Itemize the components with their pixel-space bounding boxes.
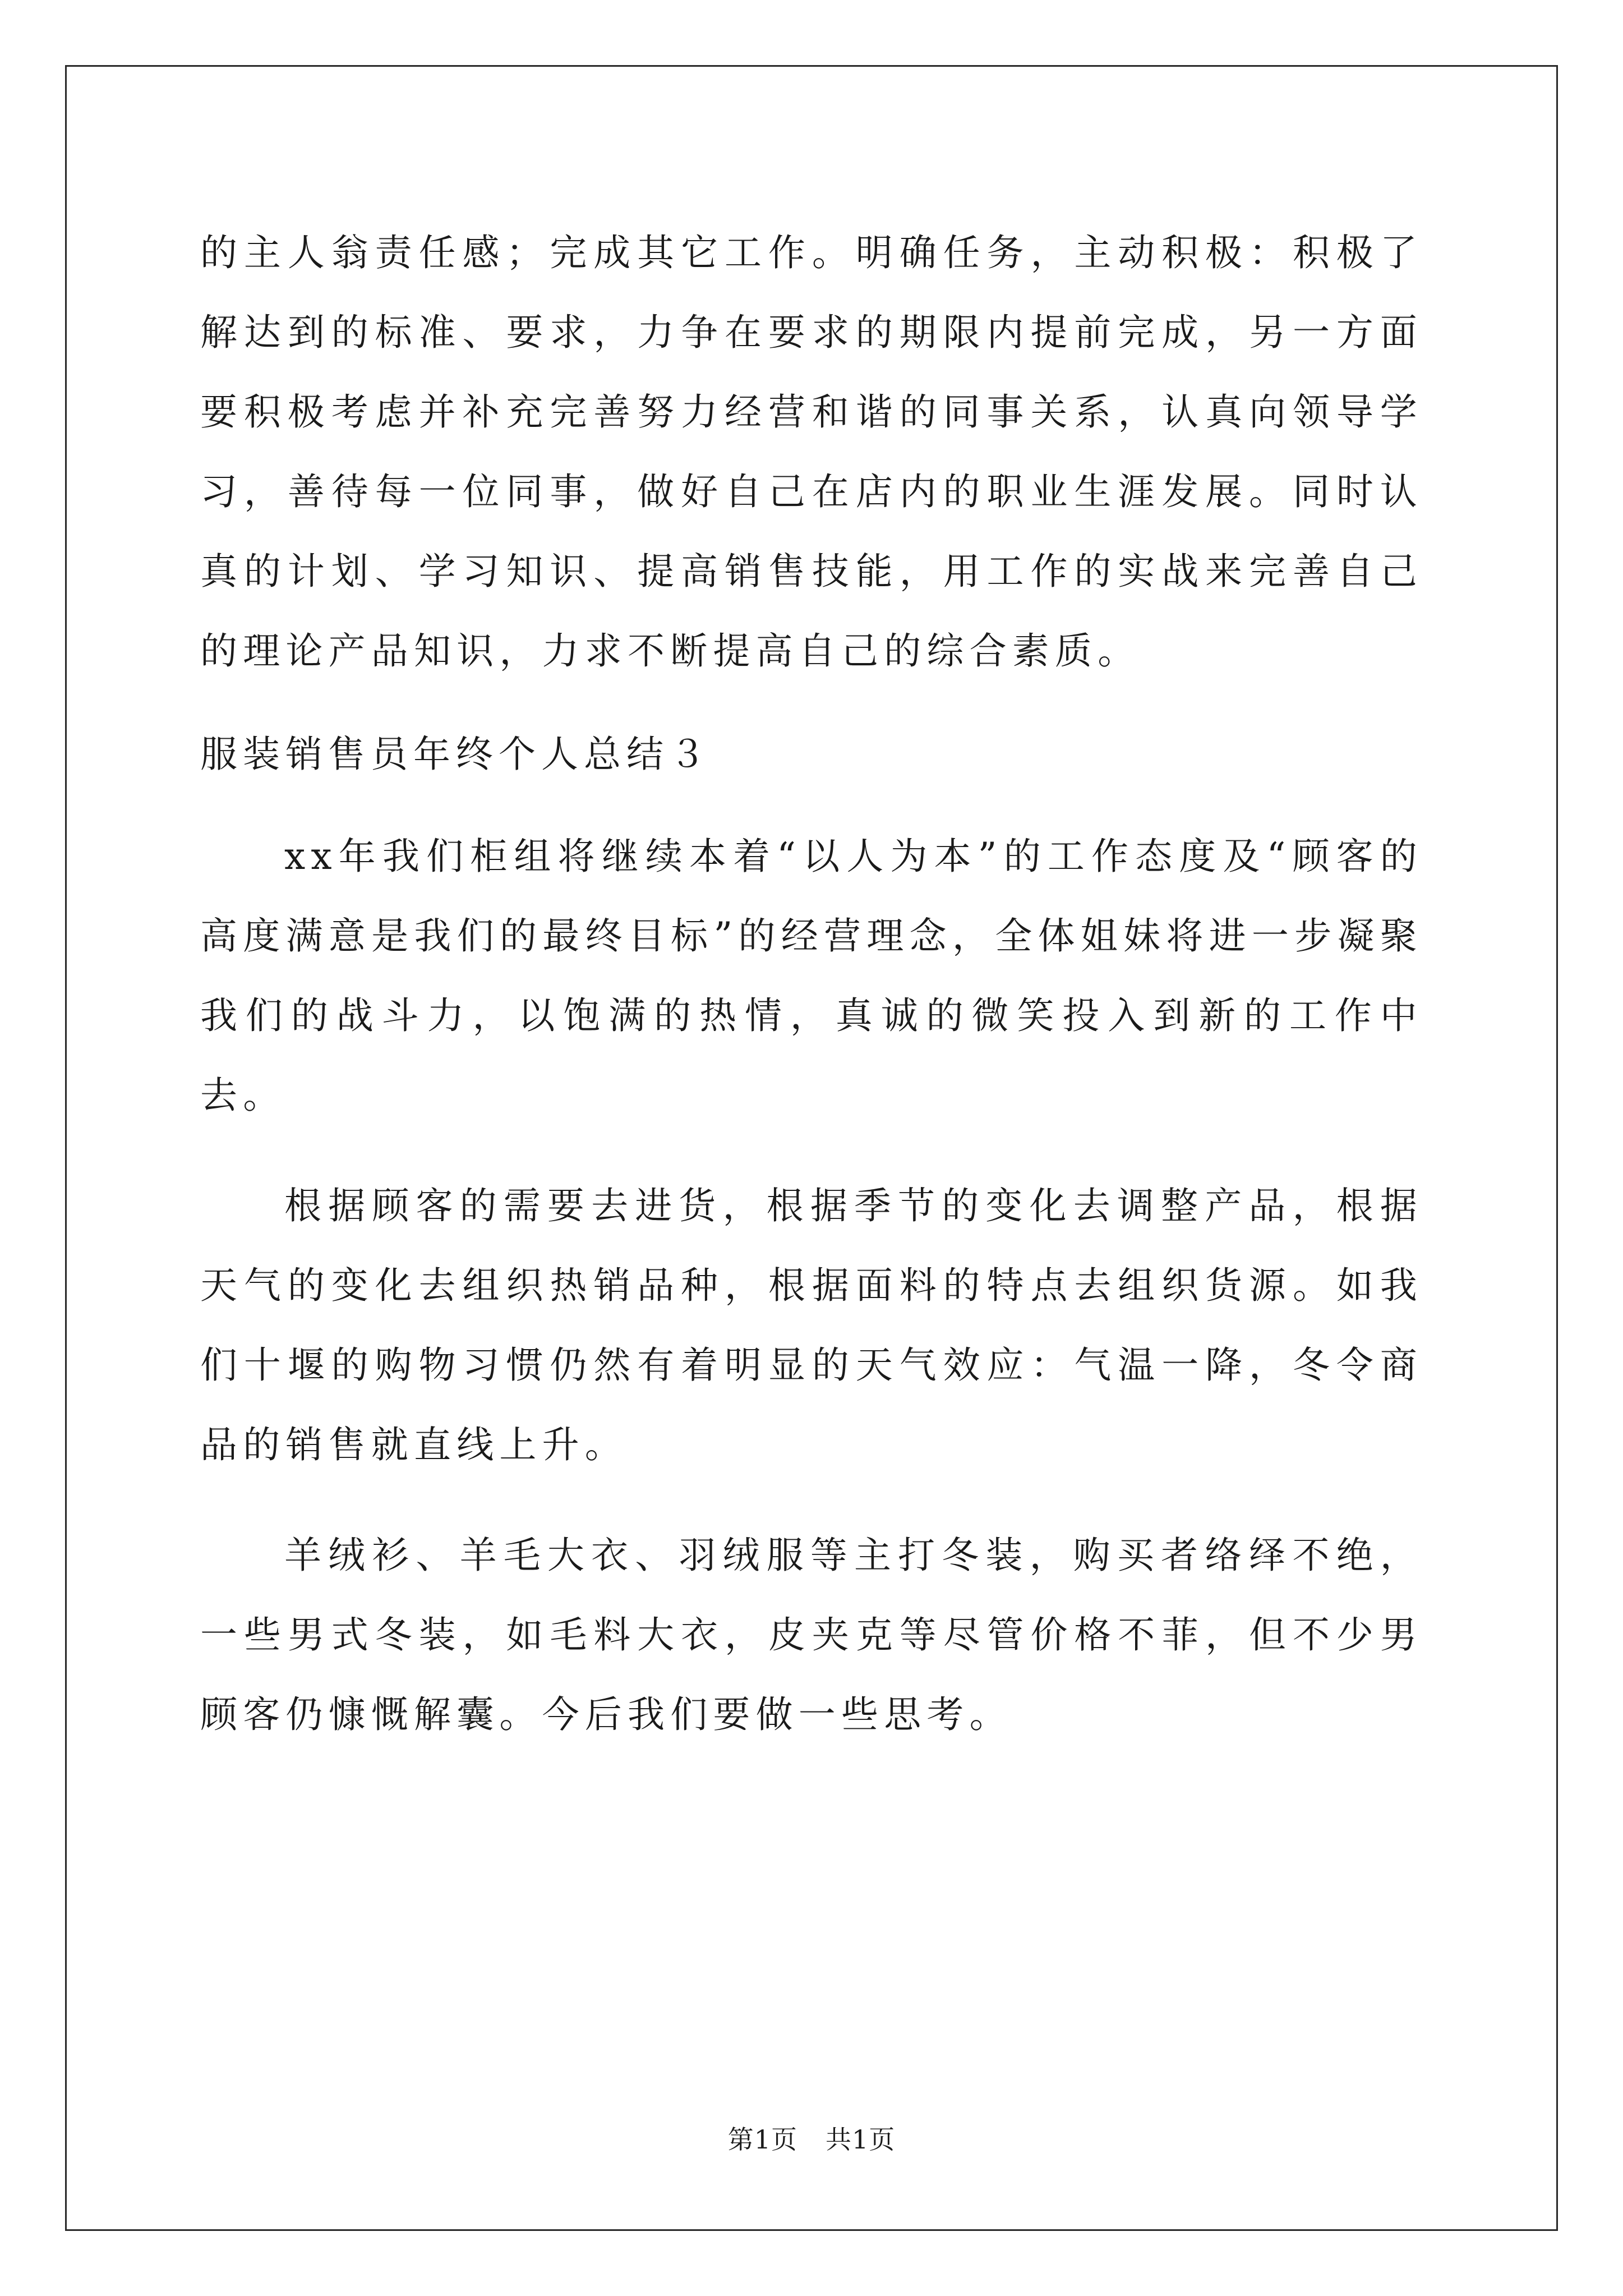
section-heading: 服装销售员年终个人总结３ xyxy=(200,733,712,776)
document-body xyxy=(200,213,1423,1786)
body-paragraph-2: 根据顾客的需要去进货，根据季节的变化去调整产品，根据天气的变化去组织热销品种，根据面料的特点去组织货源。如我们十堰的购物习惯仍然有着明显的天气效应：气温一降，冬令商品的销售就直线上升。 xyxy=(200,1184,1423,1466)
page-number: 第1页 xyxy=(727,2124,797,2155)
page-footer xyxy=(0,2119,1623,2156)
page-total: 共1页 xyxy=(826,2124,896,2155)
continued-paragraph: 的主人翁责任感；完成其它工作。明确任务，主动积极：积极了解达到的标准、要求，力争在要求的期限内提前完成，另一方面要积极考虑并补充完善努力经营和谐的同事关系，认真向领导学习，善待每一位同事，做好自己在店内的职业生涯发展。同时认真的计划、学习知识、提高销售技能，用工作的实战来完善自己的理论产品知识，力求不断提高自己的综合素质。 xyxy=(200,231,1423,673)
body-paragraph-3: 羊绒衫、羊毛大衣、羽绒服等主打冬装，购买者络绎不绝，一些男式冬装，如毛料大衣，皮夹克等尽管价格不菲，但不少男顾客仍慷慨解囊。今后我们要做一些思考。 xyxy=(200,1534,1423,1736)
body-paragraph-1: xx年我们柜组将继续本着“以人为本”的工作态度及“顾客的高度满意是我们的最终目标”的经营理念，全体姐妹将进一步凝聚我们的战斗力，以饱满的热情，真诚的微笑投入到新的工作中去。 xyxy=(200,835,1423,1117)
